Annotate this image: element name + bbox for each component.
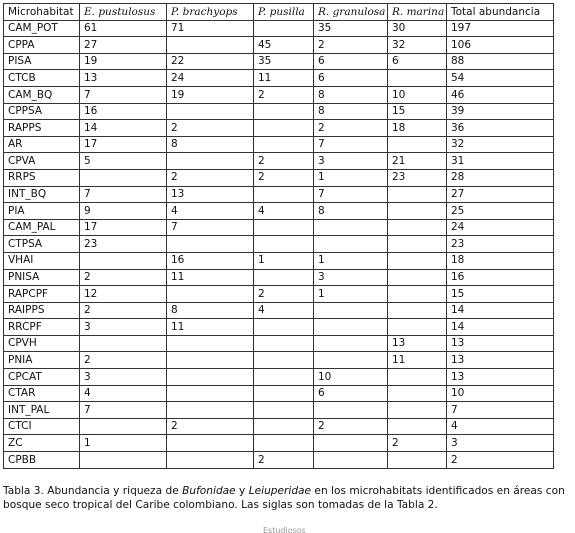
caption-rest: en los microhabitats identificados en áreas con bosque seco tropical del Caribe colombiano. Las siglas son tomadas de la Tabla 2. <box>3 485 565 511</box>
table-row <box>4 452 554 469</box>
abundance-table <box>3 3 554 469</box>
count-cell: 10 <box>314 369 388 386</box>
count-cell: 16 <box>80 103 167 120</box>
count-cell: 35 <box>314 20 388 37</box>
count-cell: 11 <box>388 352 447 369</box>
count-cell: 15 <box>388 103 447 120</box>
microhabitat-cell: CAM_BQ <box>4 86 80 103</box>
microhabitat-cell: CPVH <box>4 335 80 352</box>
header-microhabitat: Microhabitat <box>4 4 80 21</box>
table-row <box>4 252 554 269</box>
count-cell: 61 <box>80 20 167 37</box>
microhabitat-cell: PISA <box>4 53 80 70</box>
header-r-granulosa: R. granulosa <box>314 4 388 21</box>
count-cell <box>80 169 167 186</box>
total-cell: 197 <box>447 20 554 37</box>
count-cell <box>388 369 447 386</box>
table-row <box>4 335 554 352</box>
count-cell: 35 <box>254 53 314 70</box>
microhabitat-cell: CPVA <box>4 153 80 170</box>
count-cell: 8 <box>314 103 388 120</box>
count-cell: 13 <box>80 70 167 87</box>
total-cell: 46 <box>447 86 554 103</box>
count-cell <box>388 252 447 269</box>
count-cell: 21 <box>388 153 447 170</box>
total-cell: 54 <box>447 70 554 87</box>
count-cell <box>167 103 254 120</box>
table-row <box>4 169 554 186</box>
total-cell: 2 <box>447 452 554 469</box>
total-cell: 88 <box>447 53 554 70</box>
count-cell: 2 <box>388 435 447 452</box>
count-cell: 7 <box>80 402 167 419</box>
count-cell <box>254 385 314 402</box>
count-cell: 27 <box>80 37 167 54</box>
cut-off-text: Estudiosos <box>263 527 306 533</box>
total-cell: 10 <box>447 385 554 402</box>
count-cell: 32 <box>388 37 447 54</box>
count-cell: 19 <box>167 86 254 103</box>
count-cell: 7 <box>80 86 167 103</box>
total-cell: 16 <box>447 269 554 286</box>
table-row <box>4 70 554 87</box>
header-p-pusilla: P. pusilla <box>254 4 314 21</box>
table-row <box>4 319 554 336</box>
header-r-marina: R. marina <box>388 4 447 21</box>
count-cell <box>254 435 314 452</box>
count-cell: 11 <box>167 269 254 286</box>
total-cell: 14 <box>447 302 554 319</box>
count-cell <box>314 302 388 319</box>
total-cell: 13 <box>447 335 554 352</box>
table-row <box>4 302 554 319</box>
count-cell: 2 <box>314 37 388 54</box>
count-cell: 30 <box>388 20 447 37</box>
table-row <box>4 352 554 369</box>
count-cell <box>388 418 447 435</box>
total-cell: 39 <box>447 103 554 120</box>
microhabitat-cell: CTPSA <box>4 236 80 253</box>
microhabitat-cell: INT_PAL <box>4 402 80 419</box>
header-e-pustulosus: E. pustulosus <box>80 4 167 21</box>
count-cell: 2 <box>80 269 167 286</box>
count-cell: 5 <box>80 153 167 170</box>
count-cell: 3 <box>314 153 388 170</box>
count-cell: 7 <box>314 186 388 203</box>
count-cell: 19 <box>80 53 167 70</box>
count-cell: 1 <box>254 252 314 269</box>
microhabitat-cell: PNIA <box>4 352 80 369</box>
count-cell <box>388 70 447 87</box>
count-cell: 16 <box>167 252 254 269</box>
total-cell: 31 <box>447 153 554 170</box>
caption-conjunction: y <box>235 485 249 497</box>
table-row <box>4 86 554 103</box>
caption-taxon-bufonidae: Bufonidae <box>182 485 236 497</box>
count-cell <box>167 352 254 369</box>
count-cell <box>388 186 447 203</box>
microhabitat-cell: CTAR <box>4 385 80 402</box>
count-cell <box>254 120 314 137</box>
total-cell: 13 <box>447 369 554 386</box>
table-row <box>4 385 554 402</box>
count-cell: 13 <box>388 335 447 352</box>
count-cell: 2 <box>167 120 254 137</box>
count-cell <box>388 452 447 469</box>
microhabitat-cell: CPBB <box>4 452 80 469</box>
count-cell <box>167 402 254 419</box>
count-cell <box>254 319 314 336</box>
count-cell: 17 <box>80 219 167 236</box>
table-caption <box>3 484 572 512</box>
microhabitat-cell: RAIPPS <box>4 302 80 319</box>
caption-taxon-leiuperidae: Leiuperidae <box>248 485 312 497</box>
count-cell <box>388 286 447 303</box>
count-cell <box>254 103 314 120</box>
count-cell: 11 <box>254 70 314 87</box>
microhabitat-cell: CAM_POT <box>4 20 80 37</box>
microhabitat-cell: CPPA <box>4 37 80 54</box>
total-cell: 32 <box>447 136 554 153</box>
table-row <box>4 186 554 203</box>
total-cell: 106 <box>447 37 554 54</box>
count-cell: 6 <box>388 53 447 70</box>
count-cell: 4 <box>80 385 167 402</box>
count-cell <box>167 153 254 170</box>
total-cell: 18 <box>447 252 554 269</box>
count-cell <box>314 435 388 452</box>
microhabitat-cell: CTCB <box>4 70 80 87</box>
count-cell: 7 <box>314 136 388 153</box>
count-cell <box>388 385 447 402</box>
count-cell <box>254 136 314 153</box>
total-cell: 27 <box>447 186 554 203</box>
count-cell <box>167 335 254 352</box>
count-cell: 7 <box>167 219 254 236</box>
count-cell <box>167 435 254 452</box>
microhabitat-cell: CAM_PAL <box>4 219 80 236</box>
count-cell <box>388 219 447 236</box>
table-row <box>4 369 554 386</box>
total-cell: 28 <box>447 169 554 186</box>
count-cell <box>314 402 388 419</box>
count-cell: 1 <box>314 252 388 269</box>
count-cell: 11 <box>167 319 254 336</box>
count-cell: 4 <box>167 203 254 220</box>
count-cell <box>388 402 447 419</box>
count-cell <box>254 369 314 386</box>
total-cell: 4 <box>447 418 554 435</box>
count-cell: 71 <box>167 20 254 37</box>
count-cell: 2 <box>254 86 314 103</box>
microhabitat-cell: RAPCPF <box>4 286 80 303</box>
count-cell: 2 <box>80 302 167 319</box>
count-cell <box>254 20 314 37</box>
count-cell <box>314 319 388 336</box>
table-row <box>4 153 554 170</box>
count-cell: 8 <box>167 136 254 153</box>
count-cell <box>80 252 167 269</box>
total-cell: 24 <box>447 219 554 236</box>
count-cell <box>314 452 388 469</box>
table-row <box>4 103 554 120</box>
table-row <box>4 203 554 220</box>
total-cell: 7 <box>447 402 554 419</box>
count-cell: 6 <box>314 385 388 402</box>
count-cell <box>388 302 447 319</box>
table-body <box>4 20 554 468</box>
count-cell <box>167 37 254 54</box>
count-cell: 22 <box>167 53 254 70</box>
microhabitat-cell: CTCI <box>4 418 80 435</box>
table-row <box>4 418 554 435</box>
table-row <box>4 286 554 303</box>
count-cell: 10 <box>388 86 447 103</box>
table-row <box>4 136 554 153</box>
total-cell: 36 <box>447 120 554 137</box>
count-cell <box>388 136 447 153</box>
count-cell: 4 <box>254 302 314 319</box>
count-cell <box>388 236 447 253</box>
count-cell <box>167 452 254 469</box>
microhabitat-cell: RRCPF <box>4 319 80 336</box>
microhabitat-cell: RAPPS <box>4 120 80 137</box>
count-cell: 3 <box>80 319 167 336</box>
count-cell: 2 <box>254 452 314 469</box>
count-cell <box>254 402 314 419</box>
count-cell: 2 <box>167 169 254 186</box>
count-cell <box>314 335 388 352</box>
count-cell: 1 <box>314 286 388 303</box>
count-cell: 8 <box>167 302 254 319</box>
count-cell: 45 <box>254 37 314 54</box>
count-cell <box>388 203 447 220</box>
table-row <box>4 20 554 37</box>
caption-lead: Tabla 3. Abundancia y riqueza de <box>3 485 183 497</box>
total-cell: 25 <box>447 203 554 220</box>
microhabitat-cell: AR <box>4 136 80 153</box>
count-cell <box>314 352 388 369</box>
count-cell: 23 <box>388 169 447 186</box>
count-cell: 14 <box>80 120 167 137</box>
header-total-abundancia: Total abundancia <box>447 4 554 21</box>
total-cell: 23 <box>447 236 554 253</box>
count-cell: 2 <box>254 153 314 170</box>
total-cell: 3 <box>447 435 554 452</box>
count-cell: 8 <box>314 86 388 103</box>
count-cell <box>254 186 314 203</box>
microhabitat-cell: RRPS <box>4 169 80 186</box>
count-cell <box>254 219 314 236</box>
table-row <box>4 53 554 70</box>
count-cell: 2 <box>314 418 388 435</box>
count-cell: 1 <box>80 435 167 452</box>
count-cell: 2 <box>80 352 167 369</box>
header-p-brachyops: P. brachyops <box>167 4 254 21</box>
table-header-row <box>4 4 554 21</box>
count-cell: 7 <box>80 186 167 203</box>
count-cell: 2 <box>254 286 314 303</box>
table-row <box>4 435 554 452</box>
count-cell: 1 <box>314 169 388 186</box>
count-cell <box>167 385 254 402</box>
count-cell: 18 <box>388 120 447 137</box>
count-cell <box>167 236 254 253</box>
count-cell: 2 <box>314 120 388 137</box>
count-cell <box>388 319 447 336</box>
count-cell: 2 <box>254 169 314 186</box>
microhabitat-cell: PIA <box>4 203 80 220</box>
count-cell <box>80 452 167 469</box>
count-cell: 6 <box>314 70 388 87</box>
microhabitat-cell: CPPSA <box>4 103 80 120</box>
count-cell: 13 <box>167 186 254 203</box>
count-cell: 6 <box>314 53 388 70</box>
table-row <box>4 37 554 54</box>
count-cell <box>254 236 314 253</box>
microhabitat-cell: CPCAT <box>4 369 80 386</box>
count-cell <box>314 219 388 236</box>
count-cell <box>167 369 254 386</box>
count-cell: 2 <box>167 418 254 435</box>
count-cell: 24 <box>167 70 254 87</box>
count-cell <box>80 335 167 352</box>
total-cell: 14 <box>447 319 554 336</box>
table-row <box>4 402 554 419</box>
count-cell <box>167 286 254 303</box>
count-cell: 23 <box>80 236 167 253</box>
count-cell <box>254 269 314 286</box>
microhabitat-cell: PNISA <box>4 269 80 286</box>
count-cell: 3 <box>80 369 167 386</box>
microhabitat-cell: VHAI <box>4 252 80 269</box>
count-cell <box>254 352 314 369</box>
count-cell: 4 <box>254 203 314 220</box>
table-row <box>4 236 554 253</box>
count-cell <box>254 418 314 435</box>
table-row <box>4 269 554 286</box>
table-row <box>4 219 554 236</box>
count-cell: 3 <box>314 269 388 286</box>
count-cell: 9 <box>80 203 167 220</box>
count-cell: 17 <box>80 136 167 153</box>
count-cell: 8 <box>314 203 388 220</box>
table-row <box>4 120 554 137</box>
count-cell <box>314 236 388 253</box>
microhabitat-cell: INT_BQ <box>4 186 80 203</box>
microhabitat-cell: ZC <box>4 435 80 452</box>
count-cell: 12 <box>80 286 167 303</box>
count-cell <box>254 335 314 352</box>
total-cell: 13 <box>447 352 554 369</box>
count-cell <box>80 418 167 435</box>
count-cell <box>388 269 447 286</box>
total-cell: 15 <box>447 286 554 303</box>
